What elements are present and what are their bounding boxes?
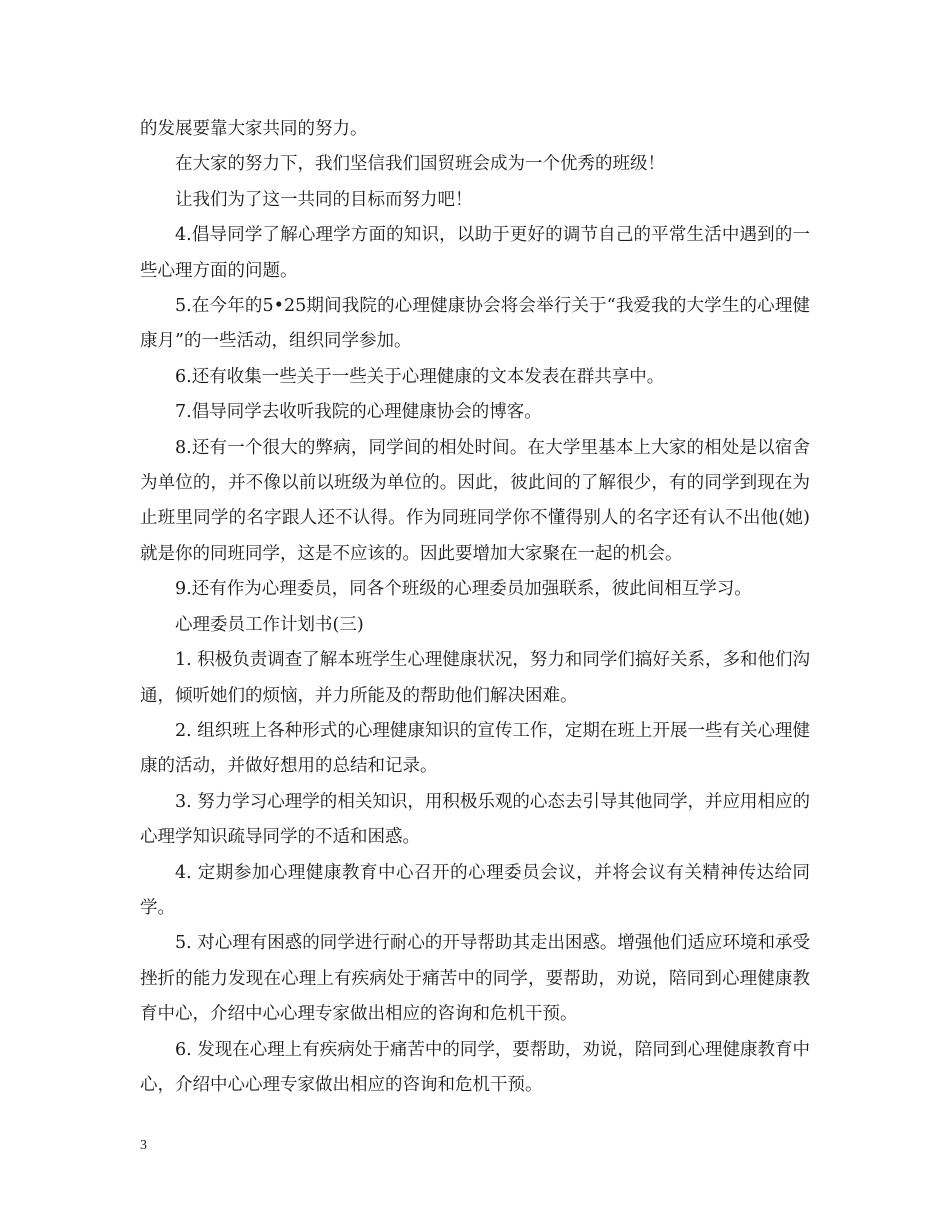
paragraph: 8.还有一个很大的弊病，同学间的相处时间。在大学里基本上大家的相处是以宿舍为单位的，并不像以前以班级为单位的。因此，彼此间的了解很少，有的同学到现在为止班里同学的名字跟人还不认得。作为同班同学你不懂得别人的名字还有认不出他(她)就是你的同班同学，这是不应该的。因此要增加大家聚在一起的机会。 (140, 437, 810, 564)
page-number: 3 (140, 1138, 147, 1153)
paragraph: 在大家的努力下，我们坚信我们国贸班会成为一个优秀的班级！ (175, 154, 665, 175)
paragraph: 6. 发现在心理上有疾病处于痛苦中的同学，要帮助，劝说，陪同到心理健康教育中心，介绍中心心理专家做出相应的咨询和危机干预。 (140, 1039, 810, 1095)
paragraph: 5.在今年的5•25期间我院的心理健康协会将会举行关于“我爱我的大学生的心理健康月”的一些活动，组织同学参加。 (140, 296, 810, 352)
paragraph: 9.还有作为心理委员，同各个班级的心理委员加强联系，彼此间相互学习。 (175, 579, 752, 600)
paragraph: 6.还有收集一些关于一些关于心理健康的文本发表在群共享中。 (175, 366, 665, 387)
paragraph: 5. 对心理有困惑的同学进行耐心的开导帮助其走出困惑。增强他们适应环境和承受挫折的能力发现在心理上有疾病处于痛苦中的同学，要帮助，劝说，陪同到心理健康教育中心，介绍中心心理专家做出相应的咨询和危机干预。 (140, 933, 810, 1025)
paragraph: 2. 组织班上各种形式的心理健康知识的宣传工作，定期在班上开展一些有关心理健康的活动，并做好想用的总结和记录。 (140, 720, 810, 777)
paragraph: 4.倡导同学了解心理学方面的知识，以助于更好的调节自己的平常生活中遇到的一些心理方面的问题。 (140, 225, 810, 281)
document-body (140, 112, 810, 1103)
paragraph: 1. 积极负责调查了解本班学生心理健康状况，努力和同学们搞好关系，多和他们沟通，倾听她们的烦恼，并力所能及的帮助他们解决困难。 (140, 650, 810, 706)
paragraph: 让我们为了这一共同的目标而努力吧！ (175, 189, 473, 210)
section-heading: 心理委员工作计划书(三) (175, 614, 364, 635)
paragraph: 的发展要靠大家共同的努力。 (140, 119, 368, 139)
paragraph: 7.倡导同学去收听我院的心理健康协会的博客。 (175, 402, 542, 423)
paragraph: 3. 努力学习心理学的相关知识，用积极乐观的心态去引导其他同学，并应用相应的心理学知识疏导同学的不适和困惑。 (140, 791, 810, 848)
paragraph: 4. 定期参加心理健康教育中心召开的心理委员会议，并将会议有关精神传达给同学。 (140, 862, 810, 918)
